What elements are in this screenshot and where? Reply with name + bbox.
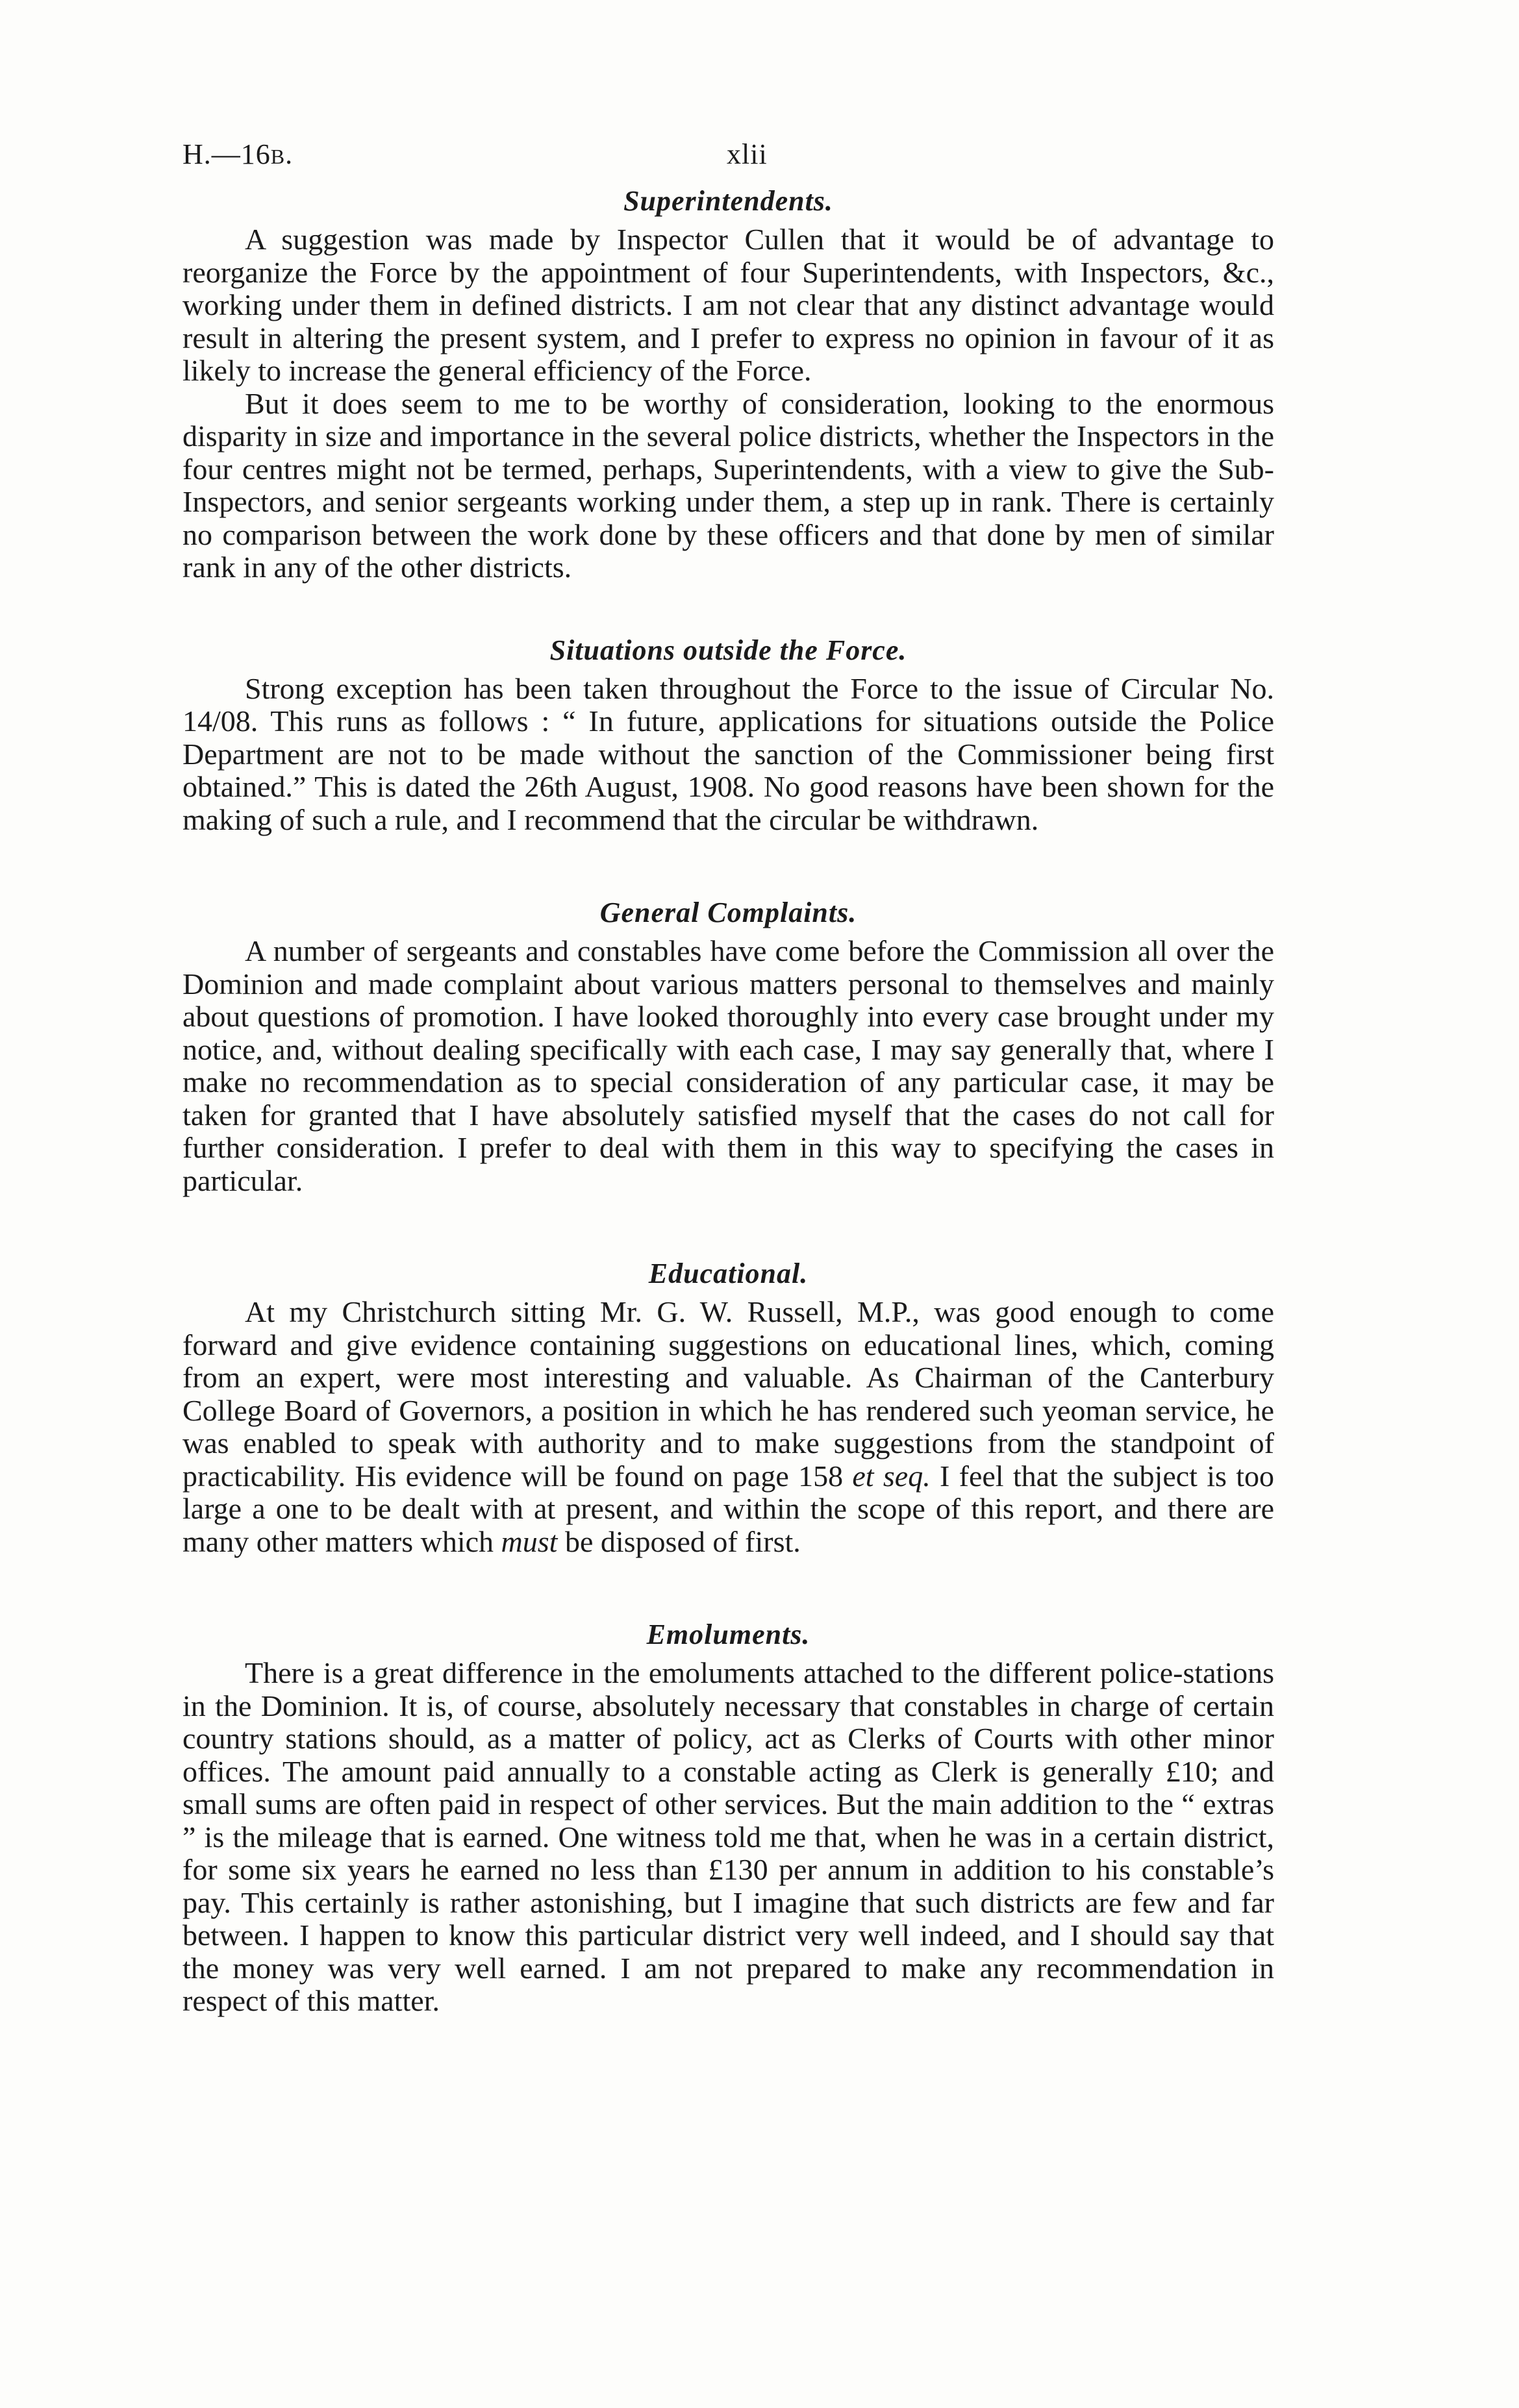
body-paragraph: There is a great difference in the emoluments attached to the different police-stations in the Dominion. It is, of course, absolutely necessary that constables in charge of certain country stations should, as a matter of policy, act as Clerks of Courts with other minor offices. The amount paid annually to a constable acting as Clerk is generally £10; and small sums are often paid in respect of other services. But the main addition to the “ extras ” is the mileage that is earned. One witness told me that, when he was in a certain district, for some six years he earned no less than £130 per annum in addition to his constable’s pay. This certainly is rather astonishing, but I imagine that such districts are few and far between. I happen to know this particular district very well indeed, and I should say that the money was very well earned. I am not prepared to make any recommendation in respect of this matter.: [182, 1656, 1274, 2017]
page-number: xlii: [727, 138, 768, 170]
section-situations-outside-force: [182, 632, 1274, 837]
section-emoluments: [182, 1617, 1274, 2018]
italic-emphasis: must: [501, 1524, 558, 1558]
section-heading: General Complaints.: [599, 897, 857, 928]
italic-term: et seq.: [852, 1459, 931, 1493]
section-heading: Superintendents.: [623, 185, 833, 217]
page-header: [182, 138, 1274, 183]
body-paragraph: A suggestion was made by Inspector Cullen that it would be of advantage to reorganize the Force by the appointment of four Superintendents, with Inspectors, &c., working under them in defined districts. I am not clear that any distinct advantage would result in altering the present system, and I prefer to express no opinion in favour of it as likely to increase the general efficiency of the Force.: [182, 223, 1274, 387]
body-paragraph: At my Christchurch sitting Mr. G. W. Russell, M.P., was good enough to come forward and give evidence containing suggestions on educational lines, which, coming from an expert, were most interesting and valuable. As Chairman of the Canterbury College Board of Governors, a position in which he has rendered such yeoman service, he was enabled to speak with authority and to make suggestions from the standpoint of practicability. His evidence will be found on page 158 et seq. I feel that the subject is too large a one to be dealt with at present, and within the scope of this report, and there are many other matters which must be disposed of first.: [182, 1295, 1274, 1558]
section-superintendents: [182, 183, 1274, 584]
body-paragraph: A number of sergeants and constables have come before the Commission all over the Dominion and made complaint about various matters personal to themselves and mainly about questions of promotion. I have looked thoroughly into every case brought under my notice, and, without dealing specifically with each case, I may say generally that, where I make no recommendation as to special consideration of any particular case, it may be taken for granted that I have absolutely satisfied myself that the cases do not call for further consideration. I prefer to deal with them in this way to specifying the cases in particular.: [182, 934, 1274, 1197]
document-page: [182, 138, 1274, 2018]
section-educational: [182, 1256, 1274, 1558]
section-heading: Educational.: [648, 1258, 809, 1289]
section-heading: Emoluments.: [646, 1619, 810, 1650]
section-heading: Situations outside the Force.: [549, 634, 907, 666]
parliamentary-paper-reference: H.—16B.: [182, 138, 294, 170]
body-paragraph: Strong exception has been taken throughout the Force to the issue of Circular No. 14/08. This runs as follows : “ In future, applications for situations outside the Police Department are not to be made without the sanction of the Commissioner being first obtained.” This is dated the 26th August, 1908. No good reasons have been shown for the making of such a rule, and I recommend that the circular be withdrawn.: [182, 671, 1274, 836]
body-paragraph: But it does seem to me to be worthy of consideration, looking to the enormous disparity in size and importance in the several police districts, whether the Inspectors in the four centres might not be termed, perhaps, Superintendents, with a view to give the Sub-Inspectors, and senior sergeants working under them, a step up in rank. There is certainly no comparison between the work done by these officers and that done by men of similar rank in any of the other districts.: [182, 386, 1274, 584]
section-general-complaints: [182, 895, 1274, 1197]
